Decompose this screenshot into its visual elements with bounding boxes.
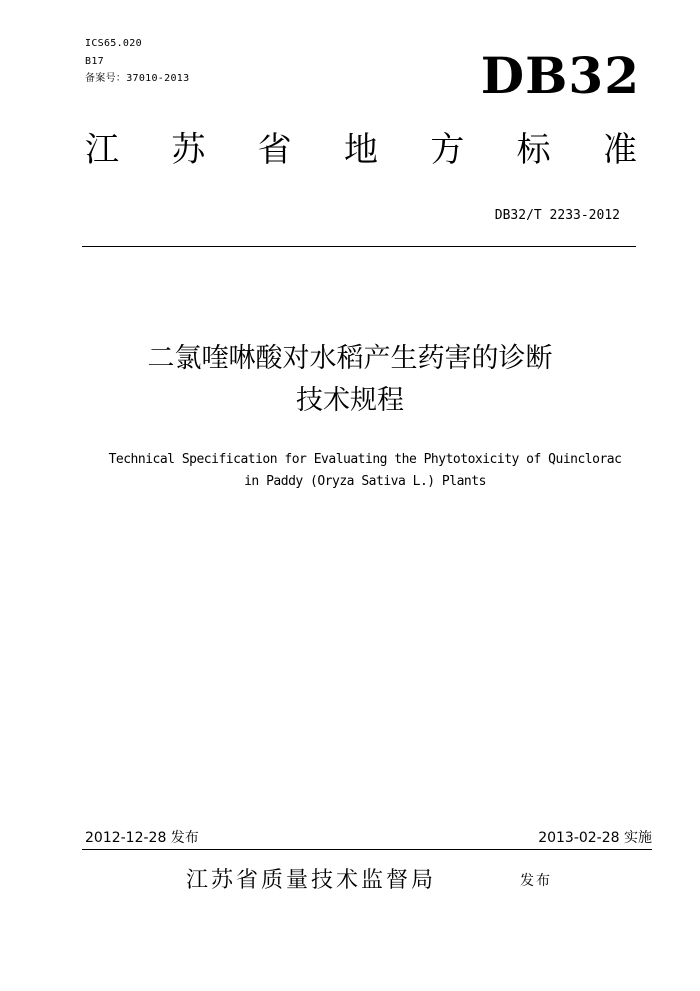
title-char: 江 (85, 130, 119, 170)
chinese-title-line-1: 二氯喹啉酸对水稻产生药害的诊断 (147, 343, 553, 374)
english-title (60, 449, 670, 493)
title-char: 地 (343, 130, 378, 170)
chinese-title (0, 340, 700, 424)
english-title-line-2: in Paddy (Oryza Sativa L.) Plants (244, 474, 486, 489)
standard-type-title (85, 128, 637, 172)
chinese-title-line-2: 技术规程 (296, 385, 404, 416)
record-number: 备案号：37010-2013 (85, 73, 190, 84)
standard-code: DB32/T 2233-2012 (494, 208, 620, 223)
title-char: 标 (516, 130, 551, 170)
classification-code: B17 (85, 56, 104, 67)
title-char: 准 (602, 130, 637, 170)
ics-code: ICS65.020 (85, 38, 142, 49)
publish-date: 2012-12-28 发布 (85, 830, 199, 846)
title-char: 方 (430, 130, 465, 170)
title-char: 省 (257, 130, 292, 170)
title-char: 苏 (171, 130, 206, 170)
footer-divider (82, 849, 652, 850)
implement-date: 2013-02-28 实施 (538, 830, 652, 846)
issuing-authority: 江苏省质量技术监督局 (186, 868, 437, 893)
header-divider (82, 246, 636, 247)
english-title-line-1: Technical Specification for Evaluating the Phytotoxicity of Quinclorac (108, 452, 622, 467)
issue-label: 发布 (520, 873, 552, 889)
db32-logo: DB32 (480, 46, 640, 105)
